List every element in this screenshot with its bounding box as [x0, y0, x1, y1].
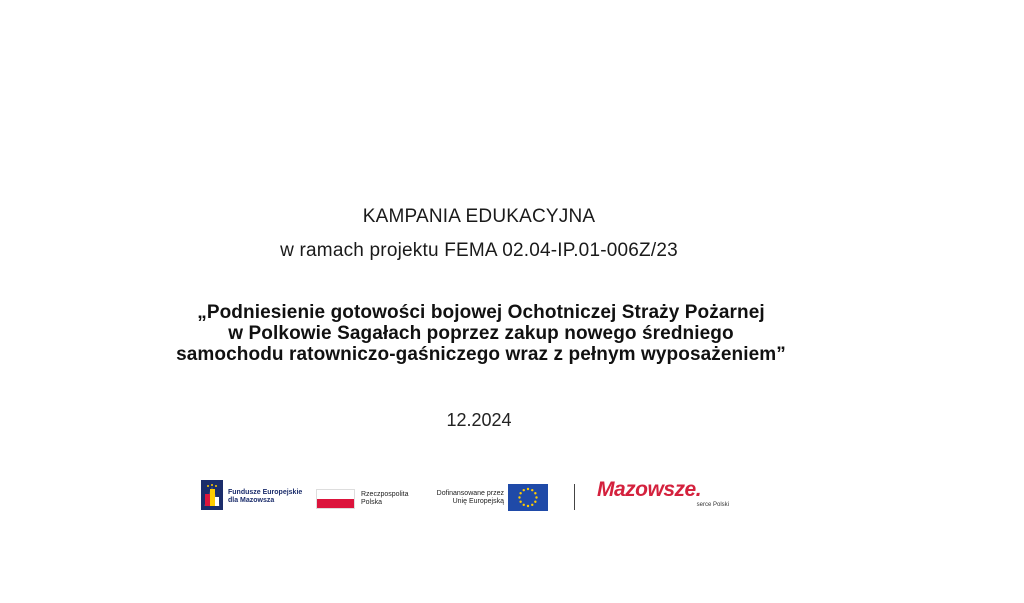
fundusze-europejskie-text [228, 489, 302, 505]
ue-line-2: Unię Europejską [452, 498, 504, 505]
mazowsze-tagline: serce Polski [696, 502, 729, 508]
project-title [0, 302, 962, 365]
rzeczpospolita-text [361, 491, 408, 507]
project-number-line: w ramach projektu FEMA 02.04-IP.01-006Z/23 [280, 240, 678, 261]
logo-divider [574, 484, 575, 510]
ue-line-1: Dofinansowane przez [436, 490, 504, 497]
logo-bar [0, 478, 1024, 518]
dofinansowane-ue-logo [428, 482, 552, 514]
project-title-line-1: „Podniesienie gotowości bojowej Ochotniczej Straży Pożarnej [197, 302, 765, 323]
fundusze-line-2: dla Mazowsza [228, 497, 275, 504]
campaign-title: KAMPANIA EDUKACYJNA [362, 206, 596, 227]
rzeczpospolita-line-2: Polska [361, 499, 383, 506]
mazowsze-wordmark: Mazowsze. [597, 478, 702, 501]
fundusze-europejskie-icon [201, 480, 223, 510]
ue-text [428, 490, 504, 506]
project-title-line-3: samochodu ratowniczo-gaśniczego wraz z pełnym wyposażeniem” [176, 344, 786, 365]
rzeczpospolita-line-1: Rzeczpospolita [361, 491, 409, 498]
polish-flag-icon [316, 489, 355, 509]
rzeczpospolita-polska-logo [316, 483, 409, 515]
project-title-line-2: w Polkowie Sagałach poprzez zakup nowego średniego [228, 323, 734, 344]
fundusze-line-1: Fundusze Europejskie [228, 489, 303, 496]
eu-flag-icon [508, 484, 548, 511]
mazowsze-logo [597, 478, 737, 514]
date: 12.2024 [446, 410, 512, 430]
fundusze-europejskie-logo [201, 480, 311, 514]
